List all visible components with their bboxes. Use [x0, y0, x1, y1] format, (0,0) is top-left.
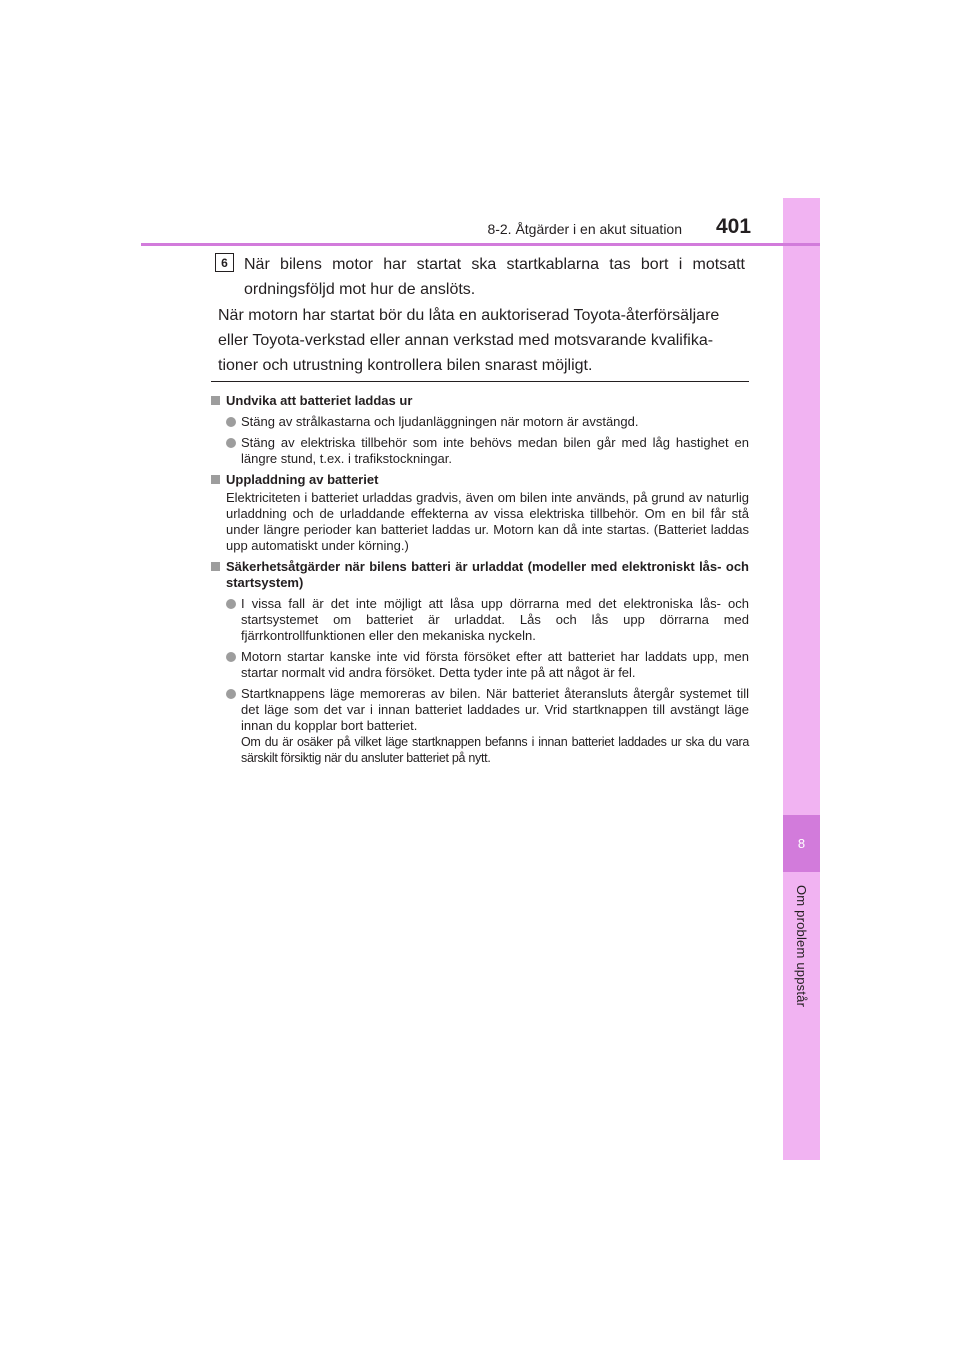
- chapter-title: [783, 885, 820, 1085]
- page-number: 401: [716, 215, 752, 238]
- square-bullet-icon: [211, 475, 220, 484]
- note-bullets: [226, 414, 749, 467]
- note-heading-text: Uppladdning av batteriet: [226, 472, 379, 487]
- note-heading-text: Undvika att batteriet laddas ur: [226, 393, 413, 408]
- list-item: [226, 596, 749, 644]
- list-item-text-group: [241, 686, 749, 766]
- section-divider: [211, 381, 749, 382]
- circle-bullet-icon: [226, 417, 236, 427]
- note-bullets: [226, 596, 749, 766]
- list-item-text: Startknappens läge memoreras av bilen. När batteriet återansluts återgår systemet till det läge som det var i innan batteriet laddades ur. Vrid startknappen till avstängt läge innan du kopplar bort batteriet.: [241, 686, 749, 733]
- notes-section: [211, 388, 749, 766]
- list-item: [226, 435, 749, 467]
- body-paragraph: När motorn har startat bör du låta en auktoriserad Toyota-återförsäljare eller Toyota-verkstad eller annan verkstad med motsvarande kvalifikationer och utrustning kontrollera bilen snarast möjligt.: [218, 307, 720, 374]
- list-item-text: Motorn startar kanske inte vid första försöket efter att batteriet har laddats upp, men startar normalt vid andra försöket. Detta tyder inte på att något är fel.: [241, 649, 749, 680]
- list-item-text: Stäng av elektriska tillbehör som inte behövs medan bilen går med låg hastighet en längre stund, t.ex. i trafikstockningar.: [241, 435, 749, 466]
- list-item-text: I vissa fall är det inte möjligt att låsa upp dörrarna med det elektroniska lås- och startsystemet om batteriet är urladdat. Lås och lås upp dörrarna med fjärrkontrollfunktionen eller den mekaniska nyckeln.: [241, 596, 749, 643]
- circle-bullet-icon: [226, 599, 236, 609]
- chapter-number: 8: [783, 815, 820, 872]
- section-title: 8-2. Åtgärder i en akut situation: [487, 221, 682, 237]
- note-heading-text: Säkerhetsåtgärder när bilens batteri är urladdat (modeller med elektroniskt lås- och startsystem): [226, 559, 749, 590]
- step-text: När bilens motor har startat ska startkablarna tas bort i motsatt ordningsföljd mot hur de anslöts.: [244, 256, 745, 298]
- header-rule: [141, 243, 820, 246]
- square-bullet-icon: [211, 396, 220, 405]
- list-item-extra-text: Om du är osäker på vilket läge startknappen befanns i innan batteriet laddades ur ska du vara särskilt försiktig när du ansluter batteriet på nytt.: [241, 735, 749, 765]
- list-item: [226, 414, 749, 430]
- circle-bullet-icon: [226, 689, 236, 699]
- note-heading: [211, 393, 749, 409]
- note-body: Elektriciteten i batteriet urladdas gradvis, även om bilen inte används, på grund av naturlig urladdning och de urladdande effekterna av vissa elektriska tillbehör. Om en bil får stå under längre perioder kan batteriet laddas ur. Motorn kan då inte startas. (Batteriet laddas upp automatiskt under körning.): [226, 490, 749, 553]
- note-heading: [211, 472, 749, 488]
- square-bullet-icon: [211, 562, 220, 571]
- list-item: [226, 686, 749, 766]
- list-item: [226, 649, 749, 681]
- chapter-title-text: Om problem uppstår: [794, 885, 809, 1008]
- step-number-badge: 6: [215, 253, 234, 272]
- circle-bullet-icon: [226, 438, 236, 448]
- note-heading: [211, 559, 749, 591]
- list-item-text: Stäng av strålkastarna och ljudanläggningen när motorn är avstängd.: [241, 414, 639, 429]
- circle-bullet-icon: [226, 652, 236, 662]
